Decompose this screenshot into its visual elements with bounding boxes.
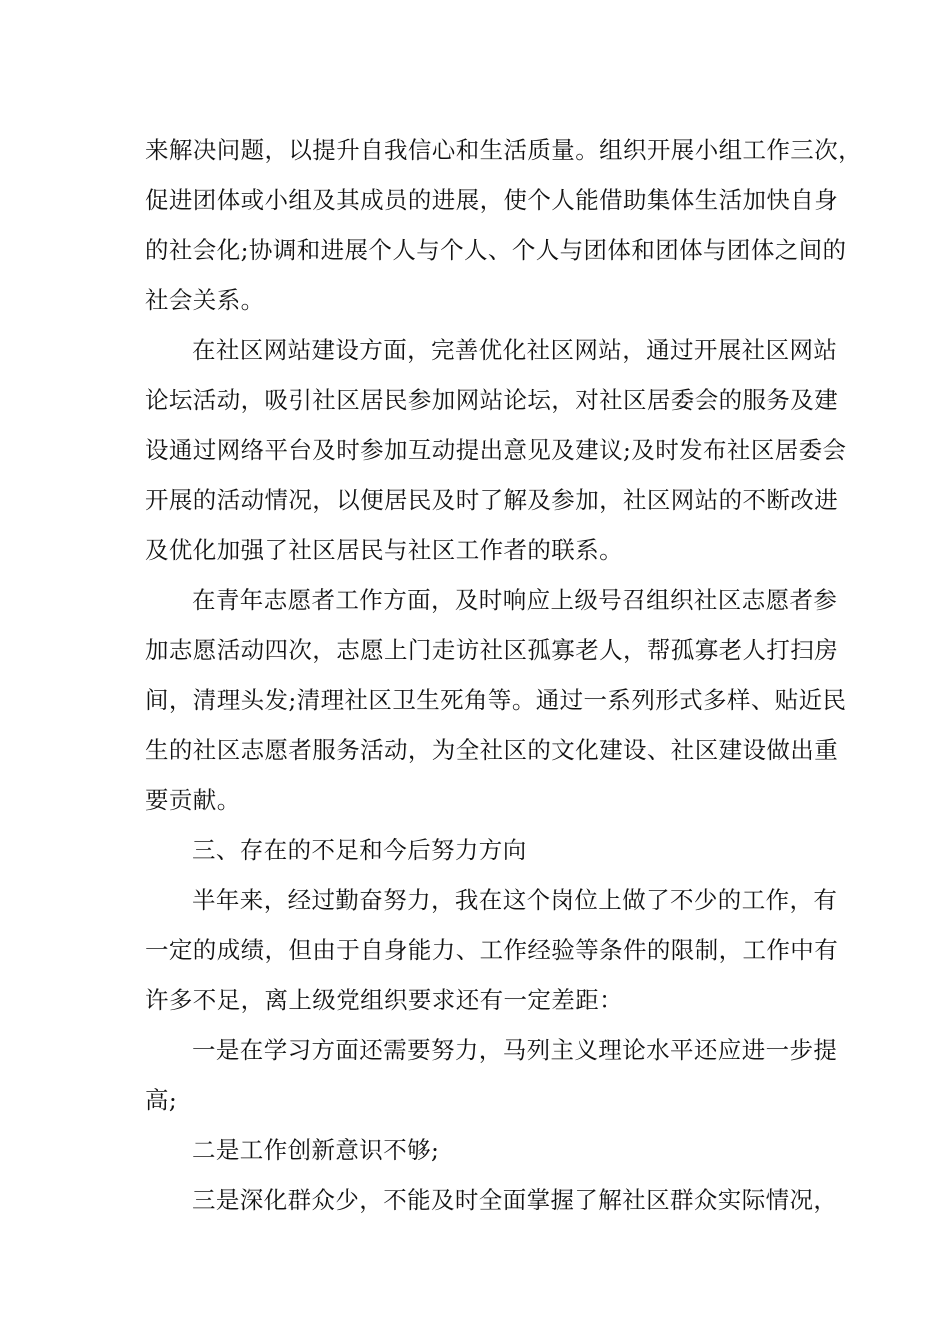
text-line: 的社会化;协调和进展个人与个人、个人与团体和团体与团体之间的 — [145, 236, 847, 264]
paragraph-first-line: 三是深化群众少，不能及时全面掌握了解社区群众实际情况， — [192, 1186, 838, 1214]
paragraph-first-line: 二是工作创新意识不够; — [192, 1136, 440, 1164]
text-line: 要贡献。 — [145, 786, 241, 814]
text-line: 生的社区志愿者服务活动，为全社区的文化建设、社区建设做出重 — [145, 736, 839, 764]
text-line: 间，清理头发;清理社区卫生死角等。通过一系列形式多样、贴近民 — [145, 686, 847, 714]
text-line: 设通过网络平台及时参加互动提出意见及建议;及时发布社区居委会 — [145, 436, 847, 464]
paragraph-first-line: 半年来，经过勤奋努力，我在这个岗位上做了不少的工作，有 — [192, 886, 838, 914]
text-line: 开展的活动情况，以便居民及时了解及参加，社区网站的不断改进 — [145, 486, 839, 514]
paragraph-first-line: 在社区网站建设方面，完善优化社区网站，通过开展社区网站 — [192, 336, 838, 364]
text-line: 社会关系。 — [145, 286, 265, 314]
text-line: 许多不足，离上级党组织要求还有一定差距： — [145, 986, 623, 1014]
text-line: 加志愿活动四次，志愿上门走访社区孤寡老人，帮孤寡老人打扫房 — [145, 636, 839, 664]
text-line: 一定的成绩，但由于自身能力、工作经验等条件的限制，工作中有 — [145, 936, 839, 964]
paragraph-first-line: 一是在学习方面还需要努力，马列主义理论水平还应进一步提 — [192, 1036, 838, 1064]
text-line: 论坛活动，吸引社区居民参加网站论坛，对社区居委会的服务及建 — [145, 386, 839, 414]
text-line: 促进团体或小组及其成员的进展，使个人能借助集体生活加快自身 — [145, 186, 839, 214]
paragraph-first-line: 在青年志愿者工作方面，及时响应上级号召组织社区志愿者参 — [192, 586, 838, 614]
text-line: 来解决问题，以提升自我信心和生活质量。组织开展小组工作三次， — [145, 136, 862, 164]
section-heading: 三、存在的不足和今后努力方向 — [192, 836, 527, 864]
text-line: 高; — [145, 1086, 178, 1114]
text-line: 及优化加强了社区居民与社区工作者的联系。 — [145, 536, 623, 564]
